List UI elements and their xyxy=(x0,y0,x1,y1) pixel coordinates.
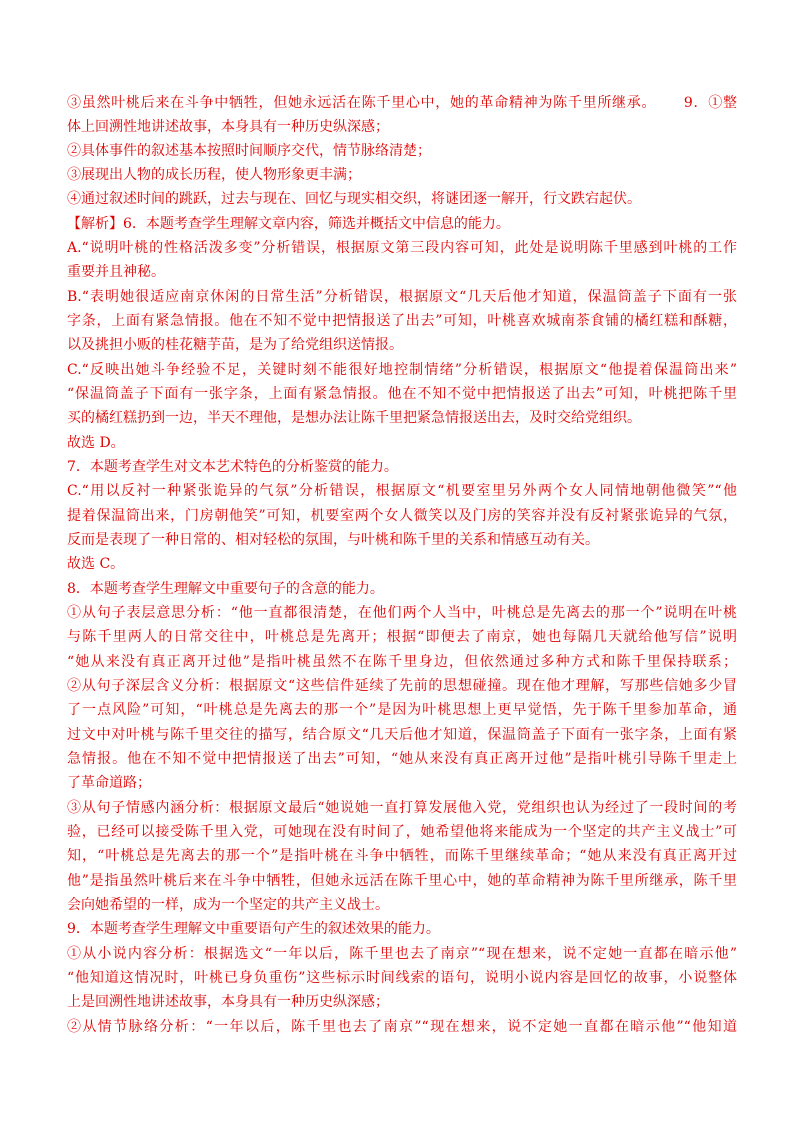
text-line: 反而是表现了一种日常的、相对轻松的氛围，与叶桃和陈千里的关系和情感互动有关。 xyxy=(67,532,599,548)
text-line: 7．本题考查学生对文本艺术特色的分析鉴赏的能力。 xyxy=(67,459,398,475)
text-line: ③展现出人物的成长历程，使人物形象更丰满； xyxy=(67,167,361,183)
text-line: “保温筒盖子下面有一张字条，上面有紧急情报。他在不知不觉中把情报送了出去”可知，叶桃把陈千里 xyxy=(67,386,737,402)
text-line: 故选 C。 xyxy=(67,556,125,572)
text-line: 知，“叶桃总是先离去的那一个”是指叶桃在斗争中牺牲，而陈千里继续革命；“她从来没有真正离开过 xyxy=(67,848,737,864)
text-line: 与陈千里两人的日常交往中，叶桃总是先离开；根据“即便去了南京，她也每隔几天就给他写信”说明 xyxy=(67,629,737,645)
analysis-heading: 【解析】6．本题考查学生理解文章内容，筛选并概括文中信息的能力。 xyxy=(67,216,510,232)
text-line: “他知道这情况时，叶桃已身负重伤”这些标示时间线索的语句，说明小说内容是回忆的故事，小说整体 xyxy=(67,970,737,986)
text-line: ③从句子情感内涵分析：根据原文最后“她说她一直打算发展他入党，党组织也认为经过了一段时间的考 xyxy=(67,800,737,816)
text-line: ①从句子表层意思分析：“他一直都很清楚，在他们两个人当中，叶桃总是先离去的那一个”说明在叶桃 xyxy=(67,605,737,621)
text-line: 字条，上面有紧急情报。他在不知不觉中把情报送了出去”可知，叶桃喜欢城南茶食铺的橘红糕和酥糖， xyxy=(67,313,737,329)
text-line: ③虽然叶桃后来在斗争中牺牲，但她永远活在陈千里心中，她的革命精神为陈千里所继承。 9．①整 xyxy=(67,95,737,111)
text-line: 了一点风险”可知，“叶桃总是先离去的那一个”是因为叶桃思想上更早觉悟，先于陈千里参加革命，通 xyxy=(67,702,737,718)
text-line: ①从小说内容分析：根据选文“一年以后，陈千里也去了南京”“现在想来，说不定她一直都在暗示他” xyxy=(67,946,737,962)
text-line: 故选 D。 xyxy=(67,435,125,451)
text-line: “她从来没有真正离开过他”是指叶桃虽然不在陈千里身边，但依然通过多种方式和陈千里保持联系； xyxy=(67,654,737,670)
text-line: 会向她希望的一样，成为一个坚定的共产主义战士。 xyxy=(67,897,389,913)
text-line: 买的橘红糕扔到一边，半天不理他，是想办法让陈千里把紧急情报送出去，及时交给党组织。 xyxy=(67,410,641,426)
text-line: ④通过叙述时间的跳跃，过去与现在、回忆与现实相交织，将谜团逐一解开，行文跌宕起伏。 xyxy=(67,191,641,207)
text-line: C.“用以反衬一种紧张诡异的气氛”分析错误，根据原文“机要室里另外两个女人同情地朝他微笑”“他 xyxy=(67,483,737,499)
text-line: 他”是指虽然叶桃后来在斗争中牺牲，但她永远活在陈千里心中，她的革命精神为陈千里所继承，陈千里 xyxy=(67,873,737,889)
text-line: B.“表明她很适应南京休闲的日常生活”分析错误，根据原文“几天后他才知道，保温筒盖子下面有一张 xyxy=(67,289,737,305)
text-line: 上是回溯性地讲述故事，本身具有一种历史纵深感； xyxy=(67,994,389,1010)
text-line: 急情报。他在不知不觉中把情报送了出去”可知，“她从来没有真正离开过他”是指叶桃引导陈千里走上 xyxy=(67,751,737,767)
text-line: ②具体事件的叙述基本按照时间顺序交代，情节脉络清楚； xyxy=(67,143,431,159)
text-line: 了革命道路； xyxy=(67,775,151,791)
text-line: 提着保温筒出来，门房朝他笑”可知，机要室两个女人微笑以及门房的笑容并没有反衬紧张诡异的气氛， xyxy=(67,508,737,524)
text-line: 验，已经可以接受陈千里入党，可她现在没有时间了，她希望他将来能成为一个坚定的共产主义战士”可 xyxy=(67,824,737,840)
text-line: ②从句子深层含义分析：根据原文“这些信件延续了先前的思想碰撞。现在他才理解，写那些信她多少冒 xyxy=(67,678,737,694)
text-line: 重要并且神秘。 xyxy=(67,264,165,280)
text-line: 过文中对叶桃与陈千里交往的描写，结合原文“几天后他才知道，保温筒盖子下面有一张字条，上面有紧 xyxy=(67,727,737,743)
text-line: ②从情节脉络分析：“一年以后，陈千里也去了南京”“现在想来，说不定她一直都在暗示他”“他知道 xyxy=(67,1019,737,1035)
text-line: 体上回溯性地讲述故事，本身具有一种历史纵深感； xyxy=(67,119,389,135)
text-line: 8．本题考查学生理解文中重要句子的含意的能力。 xyxy=(67,581,384,597)
text-line: 9．本题考查学生理解文中重要语句产生的叙述效果的能力。 xyxy=(67,921,440,937)
text-line: A.“说明叶桃的性格活泼多变”分析错误，根据原文第三段内容可知，此处是说明陈千里感到叶桃的工作 xyxy=(67,240,737,256)
text-line: C.“反映出她斗争经验不足，关键时刻不能很好地控制情绪”分析错误，根据原文“他提着保温筒出来” xyxy=(67,362,737,378)
text-line: 以及挑担小贩的桂花糖芋苗，是为了给党组织送情报。 xyxy=(67,337,403,353)
